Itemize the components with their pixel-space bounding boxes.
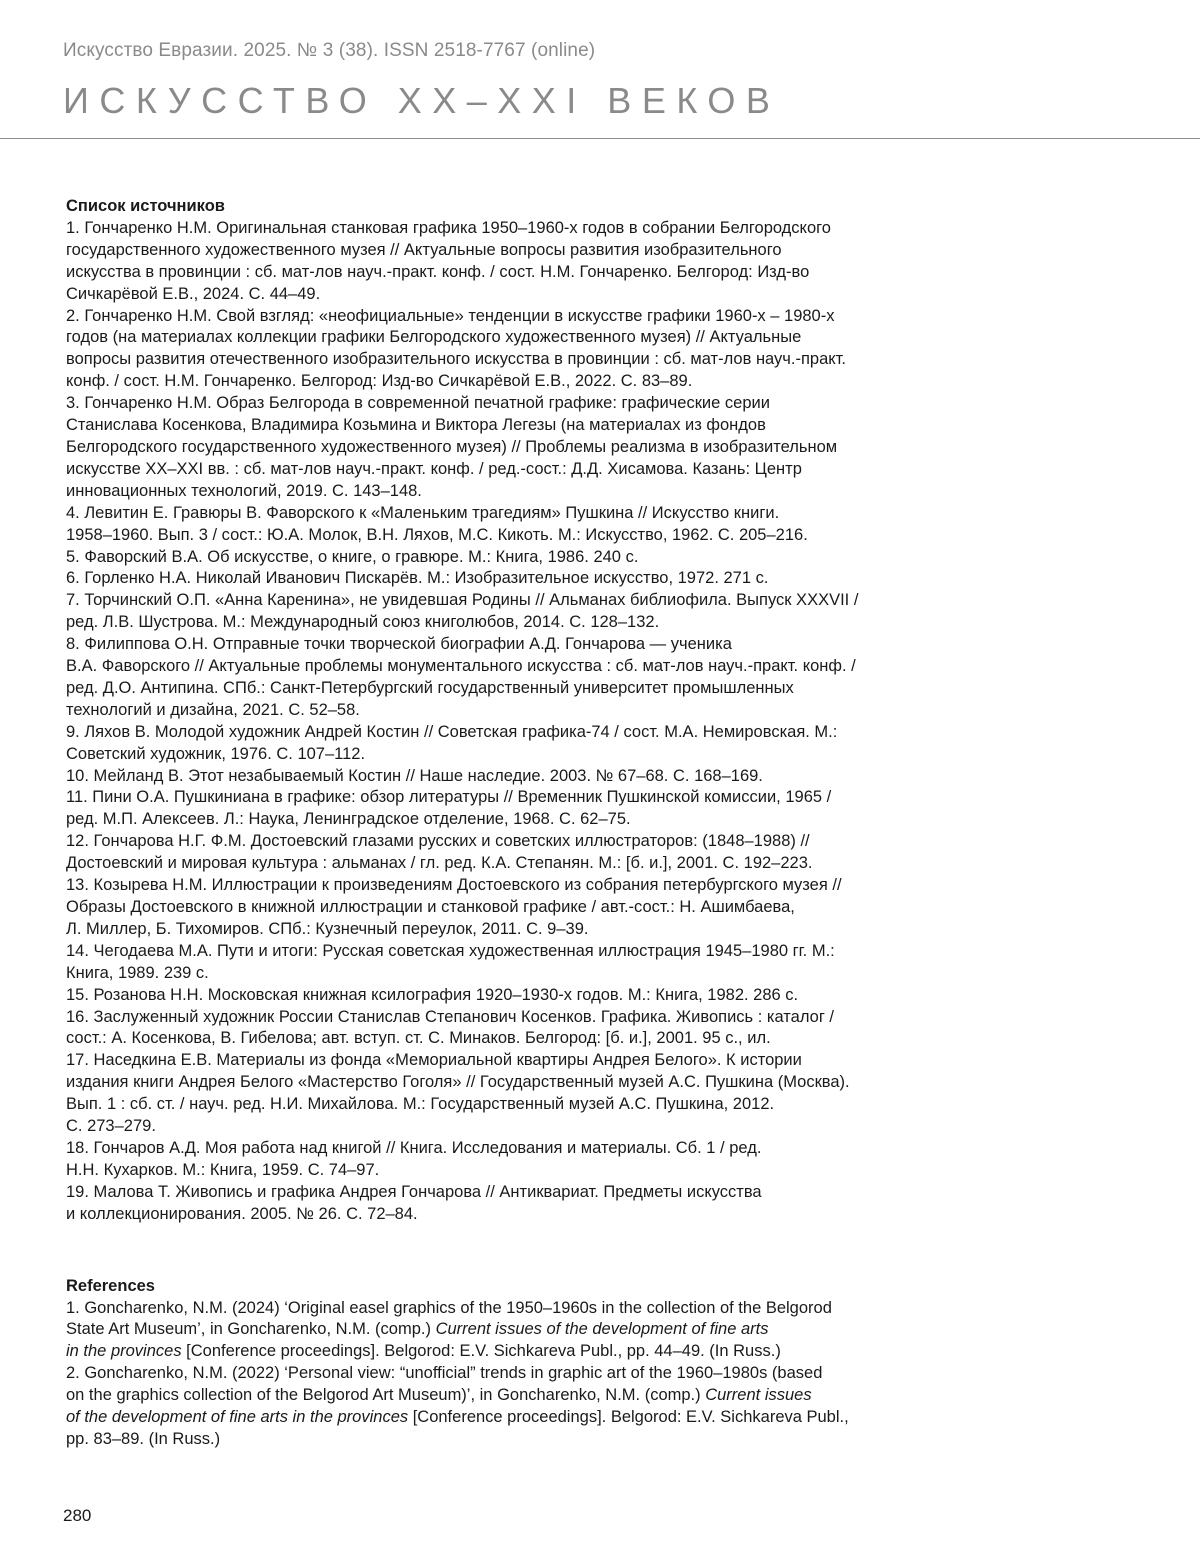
entry-line: издания книги Андрея Белого «Мастерство Гоголя» // Государственный музей А.С. Пушкина (Москва). (66, 1073, 850, 1092)
entry-line: 1. Гончаренко Н.М. Оригинальная станковая графика 1950–1960-х годов в собрании Белгородского (66, 218, 831, 237)
entry-line: Достоевский и мировая культура : альманах / гл. ред. К.А. Степанян. М.: [б. и.], 2001. С. 192–223. (66, 854, 813, 873)
entry-italic-title: in the provinces (66, 1342, 182, 1361)
entry-line (66, 1407, 966, 1429)
entry-line (66, 1319, 966, 1341)
section-title: ИСКУССТВО XX–XXI ВЕКОВ (63, 80, 781, 121)
entry-line: государственного художественного музея // Актуальные вопросы развития изобразительного (66, 240, 782, 259)
entry-italic-title: of the development of fine arts in the provinces (66, 1408, 409, 1427)
entry-line: 3. Гончаренко Н.М. Образ Белгорода в современной печатной графике: графические серии (66, 394, 770, 413)
source-entry (66, 1050, 966, 1138)
entry-line: 2. Гончаренко Н.М. Свой взгляд: «неофициальные» тенденции в искусстве графики 1960-х – 1980-х (66, 306, 835, 325)
entry-line: 6. Горленко Н.А. Николай Иванович Пискарёв. М.: Изобразительное искусство, 1972. 271 с. (66, 569, 769, 588)
source-entry (66, 1007, 966, 1051)
entry-line: технологий и дизайна, 2021. С. 52–58. (66, 700, 360, 719)
entry-line: 19. Малова Т. Живопись и графика Андрея Гончарова // Антиквариат. Предметы искусства (66, 1182, 762, 1201)
entry-line: Вып. 1 : сб. ст. / науч. ред. Н.И. Михайлова. М.: Государственный музей А.С. Пушкина, 2012. (66, 1095, 775, 1114)
entry-line: 8. Филиппова О.Н. Отправные точки творческой биографии А.Д. Гончарова — ученика (66, 635, 732, 654)
entry-line: 14. Чегодаева М.А. Пути и итоги: Русская советская художественная иллюстрация 1945–1980 гг. М.: (66, 941, 835, 960)
source-entry (66, 547, 966, 569)
page-header (0, 0, 1200, 140)
entry-line: и коллекционирования. 2005. № 26. С. 72–84. (66, 1204, 418, 1223)
entry-line: 12. Гончарова Н.Г. Ф.М. Достоевский глазами русских и советских иллюстраторов: (1848–1988) // (66, 832, 810, 851)
reference-entry (66, 1298, 966, 1364)
entry-line: ред. М.П. Алексеев. Л.: Наука, Ленинградское отделение, 1968. С. 62–75. (66, 810, 631, 829)
source-entry (66, 766, 966, 788)
entry-line: 13. Козырева Н.М. Иллюстрации к произведениям Достоевского из собрания петербургского музея // (66, 876, 842, 895)
source-entry (66, 306, 966, 394)
entry-line: вопросы развития отечественного изобразительного искусства в провинции : сб. мат-лов науч.-практ. (66, 350, 846, 369)
source-entry (66, 941, 966, 985)
entry-line: Книга, 1989. 239 с. (66, 963, 209, 982)
source-entry (66, 722, 966, 766)
entry-line: искусстве XX–XXI вв. : сб. мат-лов науч.-практ. конф. / ред.-сост.: Д.Д. Хисамова. Казань: Центр (66, 459, 802, 478)
entry-line: 7. Торчинский О.П. «Анна Каренина», не увидевшая Родины // Альманах библиофила. Выпуск XXXVII / (66, 591, 859, 610)
entry-line: Н.Н. Кухарков. М.: Книга, 1959. С. 74–97. (66, 1160, 380, 1179)
entry-line: С. 273–279. (66, 1117, 156, 1136)
source-entry (66, 634, 966, 722)
entry-line: 2. Goncharenko, N.M. (2022) ‘Personal view: “unofficial” trends in graphic art of the 1960–1980s (based (66, 1364, 823, 1383)
entry-italic-title: Current issues (705, 1386, 812, 1405)
entry-line (66, 1385, 966, 1407)
source-entry (66, 787, 966, 831)
entry-line: 16. Заслуженный художник России Станислав Степанович Косенков. Графика. Живопись : каталог / (66, 1007, 835, 1026)
entry-line: конф. / сост. Н.М. Гончаренко. Белгород: Изд-во Сичкарёвой Е.В., 2022. С. 83–89. (66, 372, 693, 391)
entry-line: 10. Мейланд В. Этот незабываемый Костин // Наше наследие. 2003. № 67–68. С. 168–169. (66, 766, 763, 785)
source-entry (66, 590, 966, 634)
entry-line: 1. Goncharenko, N.M. (2024) ‘Original easel graphics of the 1950–1960s in the collection of the Belgorod (66, 1298, 832, 1317)
entry-line: искусства в провинции : сб. мат-лов науч.-практ. конф. / сост. Н.М. Гончаренко. Белгород: Изд-во (66, 262, 810, 281)
reference-entry (66, 1363, 966, 1451)
page-number: 280 (63, 1506, 92, 1525)
source-entry (66, 1138, 966, 1182)
entry-line: В.А. Фаворского // Актуальные проблемы монументального искусства : сб. мат-лов науч.-практ. конф. / (66, 657, 856, 676)
entry-line: Образы Достоевского в книжной иллюстрации и станковой графике / авт.-сост.: Н. Ашимбаева, (66, 898, 795, 916)
entry-line: 4. Левитин Е. Гравюры В. Фаворского к «Маленьким трагедиям» Пушкина // Искусство книги. (66, 503, 780, 522)
entry-line: 11. Пини О.А. Пушкиниана в графике: обзор литературы // Временник Пушкинской комиссии, 1965 / (66, 788, 832, 807)
entry-line (66, 1341, 966, 1363)
entry-line: Л. Миллер, Б. Тихомиров. СПб.: Кузнечный переулок, 2011. С. 9–39. (66, 919, 589, 938)
source-entry (66, 1182, 966, 1226)
entry-line: 5. Фаворский В.А. Об искусстве, о книге, о гравюре. М.: Книга, 1986. 240 с. (66, 547, 639, 566)
references-block (66, 1276, 966, 1451)
entry-line: 17. Наседкина Е.В. Материалы из фонда «Мемориальной квартиры Андрея Белого». К истории (66, 1051, 802, 1070)
entry-line: ред. Л.В. Шустрова. М.: Международный союз книголюбов, 2014. С. 128–132. (66, 613, 660, 632)
entry-line: 18. Гончаров А.Д. Моя работа над книгой // Книга. Исследования и материалы. Сб. 1 / ред. (66, 1138, 762, 1157)
entry-line: 1958–1960. Вып. 3 / сост.: Ю.А. Молок, В.Н. Ляхов, М.С. Кикоть. М.: Искусство, 1962. С. 205–216. (66, 525, 808, 544)
entry-line: Станислава Косенкова, Владимира Козьмина и Виктора Легезы (на материалах из фондов (66, 416, 766, 435)
sources-heading: Список источников (66, 197, 225, 215)
entry-text: on the graphics collection of the Belgorod Art Museum)’, in Goncharenko, N.M. (comp.) (66, 1386, 706, 1405)
journal-citation: Искусство Евразии. 2025. № 3 (38). ISSN 2518-7767 (online) (63, 40, 596, 61)
entry-italic-title: Current issues of the development of fine arts (435, 1320, 769, 1339)
sources-list (66, 218, 966, 1226)
entry-line: Белгородского государственного художественного музея) // Проблемы реализма в изобразительном (66, 437, 838, 456)
entry-line: Советский художник, 1976. С. 107–112. (66, 744, 366, 763)
source-entry (66, 568, 966, 590)
source-entry (66, 393, 966, 503)
source-entry (66, 831, 966, 875)
entry-line: 9. Ляхов В. Молодой художник Андрей Костин // Советская графика-74 / сост. М.А. Немировская. М.: (66, 722, 838, 741)
entry-line: Сичкарёвой Е.В., 2024. С. 44–49. (66, 284, 321, 303)
entry-line: инновационных технологий, 2019. С. 143–148. (66, 481, 422, 500)
source-entry (66, 503, 966, 547)
entry-line: 15. Розанова Н.Н. Московская книжная ксилография 1920–1930-х годов. М.: Книга, 1982. 286 с. (66, 985, 799, 1004)
source-entry (66, 218, 966, 306)
entry-line: годов (на материалах коллекции графики Белгородского художественного музея) // Актуальные (66, 328, 802, 347)
references-heading: References (66, 1276, 155, 1295)
references-content (66, 196, 966, 1451)
entry-text: [Conference proceedings]. Belgorod: E.V. Sichkareva Publ., (408, 1408, 849, 1427)
header-divider (0, 138, 1200, 139)
source-entry (66, 875, 966, 941)
source-entry (66, 985, 966, 1007)
entry-line: pp. 83–89. (In Russ.) (66, 1429, 221, 1448)
entry-text: State Art Museum’, in Goncharenko, N.M. (comp.) (66, 1320, 436, 1339)
entry-text: [Conference proceedings]. Belgorod: E.V. Sichkareva Publ., pp. 44–49. (In Russ.) (181, 1342, 781, 1361)
entry-line: сост.: А. Косенкова, В. Гибелова; авт. вступ. ст. С. Минаков. Белгород: [б. и.], 2001. 95 с., ил. (66, 1029, 771, 1048)
entry-line: ред. Д.О. Антипина. СПб.: Санкт-Петербургский государственный университет промышленных (66, 678, 794, 697)
